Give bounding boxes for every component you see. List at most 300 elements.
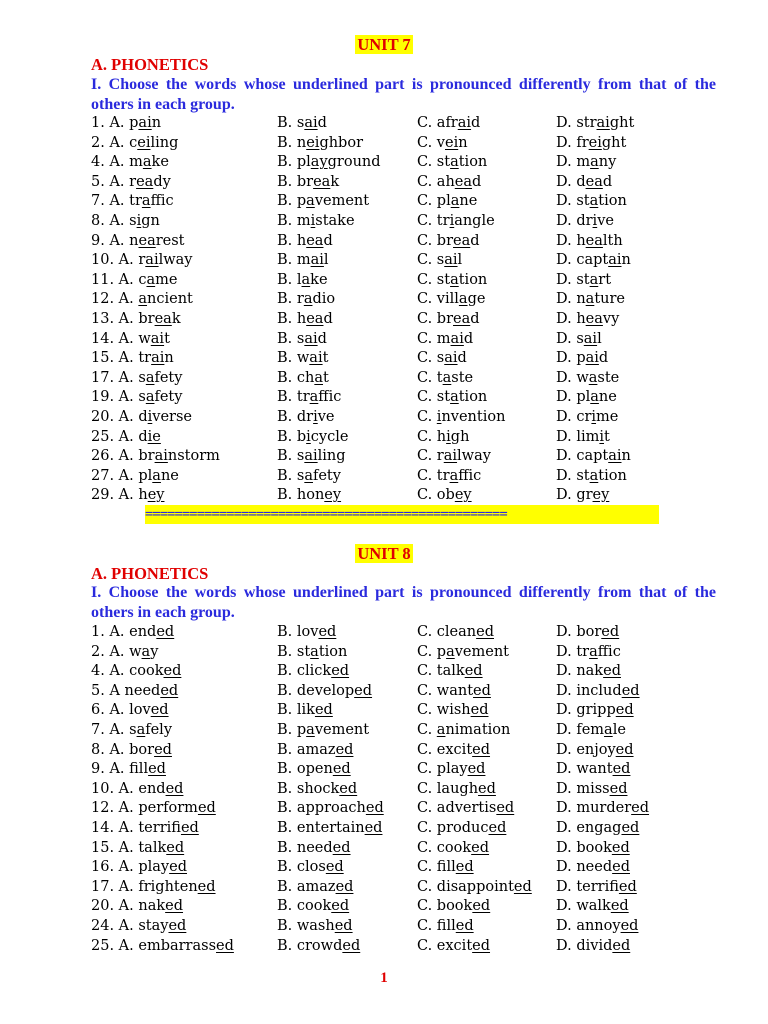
option-c: C. booked xyxy=(417,898,491,915)
underlined-part: a xyxy=(604,721,613,738)
option-d: D. crime xyxy=(556,408,619,425)
underlined-part: ai xyxy=(304,115,318,131)
underlined-part: ea xyxy=(138,232,156,249)
underlined-part: a xyxy=(585,291,595,308)
underlined-part: ei xyxy=(137,134,151,151)
option-d: D. drive xyxy=(556,212,614,229)
question-row xyxy=(91,878,741,898)
question-row xyxy=(91,839,741,859)
option-d: D. dead xyxy=(556,173,613,190)
underlined-part: ay xyxy=(310,154,328,171)
underlined-part: a xyxy=(589,271,599,288)
underlined-part: a xyxy=(436,721,446,738)
option-b: B. lake xyxy=(277,271,328,288)
underlined-part: ey xyxy=(592,487,610,504)
option-b: B. mistake xyxy=(277,212,355,229)
underlined-part: ea xyxy=(453,310,471,327)
underlined-part: ed xyxy=(197,800,216,817)
underlined-part: ed xyxy=(611,839,630,856)
underlined-part: ie xyxy=(147,428,161,445)
unit-title: UNIT 7 xyxy=(357,35,411,54)
underlined-part: ed xyxy=(169,859,187,876)
option-c: C. advertised xyxy=(417,800,515,817)
option-d: D. annoyed xyxy=(556,917,639,934)
option-b: B. traffic xyxy=(277,389,342,406)
option-b: B. said xyxy=(277,115,327,131)
option-c: C. ahead xyxy=(417,173,482,190)
underlined-part: ai xyxy=(145,252,159,269)
option-a: 14. A. terrified xyxy=(91,819,199,836)
option-a: 12. A. performed xyxy=(91,800,216,817)
option-a: 7. A. traffic xyxy=(91,193,174,210)
underlined-part: ea xyxy=(306,310,324,327)
underlined-part: ed xyxy=(476,624,494,640)
underlined-part: ea xyxy=(585,310,603,327)
underlined-part: ai xyxy=(444,252,458,269)
underlined-part: ei xyxy=(445,134,459,151)
underlined-part: a xyxy=(310,643,319,660)
option-a: 25. A. die xyxy=(91,428,161,445)
option-a: 15. A. talked xyxy=(91,839,185,856)
option-c: C. railway xyxy=(417,448,491,465)
option-b: B. honey xyxy=(277,487,342,504)
underlined-part: ai xyxy=(138,115,152,131)
option-a: 24. A. stayed xyxy=(91,917,187,934)
question-row xyxy=(91,819,741,839)
option-d: D. booked xyxy=(556,839,630,856)
underlined-part: i xyxy=(306,428,311,445)
option-a: 12. A. ancient xyxy=(91,291,193,308)
option-d: D. included xyxy=(556,682,640,699)
option-a: 8. A. sign xyxy=(91,212,160,229)
underlined-part: ed xyxy=(160,682,179,699)
underlined-part: a xyxy=(589,643,598,660)
underlined-part: ed xyxy=(335,878,354,895)
option-d: D. terrified xyxy=(556,878,637,895)
option-b: B. clicked xyxy=(277,663,350,680)
option-b: B. head xyxy=(277,232,333,249)
underlined-part: ed xyxy=(332,839,351,856)
option-a: 4. A. cooked xyxy=(91,663,182,680)
underlined-part: ed xyxy=(618,878,637,895)
underlined-part: a xyxy=(138,291,148,308)
underlined-part: i xyxy=(147,408,153,425)
option-b: B. shocked xyxy=(277,780,358,797)
underlined-part: ed xyxy=(455,859,474,876)
underlined-part: ai xyxy=(150,330,165,347)
question-row xyxy=(91,349,741,369)
option-a: 5. A needed xyxy=(91,682,179,699)
underlined-part: a xyxy=(450,271,459,288)
underlined-part: ed xyxy=(318,624,337,640)
underlined-part: ea xyxy=(154,310,172,327)
question-row xyxy=(91,447,741,467)
option-b: B. said xyxy=(277,330,327,347)
underlined-part: a xyxy=(306,193,315,210)
question-row xyxy=(91,330,741,350)
underlined-part: ai xyxy=(596,115,610,131)
option-b: B. approached xyxy=(277,800,384,817)
option-d: D. captain xyxy=(556,448,631,465)
option-c: C. maid xyxy=(417,330,474,347)
underlined-part: ea xyxy=(453,232,471,249)
option-d: D. missed xyxy=(556,780,628,797)
underlined-part: ai xyxy=(450,330,464,347)
underlined-part: ed xyxy=(601,624,620,640)
underlined-part: ed xyxy=(154,741,172,758)
underlined-part: ed xyxy=(342,937,361,954)
underlined-part: ai xyxy=(583,330,598,347)
underlined-part: i xyxy=(591,408,597,425)
underlined-part: i xyxy=(599,428,604,445)
question-row xyxy=(91,741,741,761)
option-c: C. triangle xyxy=(417,212,495,229)
question-row xyxy=(91,799,741,819)
underlined-part: ai xyxy=(585,350,599,367)
option-b: B. pavement xyxy=(277,721,370,738)
option-b: B. opened xyxy=(277,761,351,778)
option-c: C. station xyxy=(417,389,488,406)
option-c: C. produced xyxy=(417,819,507,836)
underlined-part: ed xyxy=(332,761,351,778)
question-row xyxy=(91,721,741,741)
underlined-part: ey xyxy=(454,487,472,504)
underlined-part: a xyxy=(442,369,452,386)
underlined-part: ed xyxy=(150,702,169,719)
underlined-part: ed xyxy=(610,898,629,915)
option-c: C. talked xyxy=(417,663,483,680)
option-a: 17. A. safety xyxy=(91,369,183,386)
option-b: B. playground xyxy=(277,154,381,171)
option-b: B. amazed xyxy=(277,741,354,758)
underlined-part: a xyxy=(301,271,311,288)
underlined-part: ey xyxy=(324,487,342,504)
question-row xyxy=(91,780,741,800)
underlined-part: ed xyxy=(364,819,383,836)
option-d: D. waste xyxy=(556,369,620,386)
option-a: 25. A. embarrassed xyxy=(91,937,234,954)
underlined-part: a xyxy=(449,467,459,484)
underlined-part: i xyxy=(592,212,598,229)
underlined-part: ed xyxy=(621,682,640,699)
option-b: B. radio xyxy=(277,291,336,308)
underlined-part: ed xyxy=(513,878,532,895)
underlined-part: ed xyxy=(615,741,634,758)
option-d: D. station xyxy=(556,467,627,484)
option-a: 29. A. hey xyxy=(91,487,165,504)
option-b: B. neighbor xyxy=(277,134,364,151)
underlined-part: ed xyxy=(478,780,496,797)
underlined-part: ed xyxy=(197,878,216,895)
option-d: D. station xyxy=(556,193,627,210)
option-a: 1. A. pain xyxy=(91,115,162,131)
option-b: B. pavement xyxy=(277,193,370,210)
question-row xyxy=(91,682,741,702)
question-row xyxy=(91,388,741,408)
underlined-part: ey xyxy=(147,487,165,504)
option-c: C. animation xyxy=(417,721,511,738)
option-a: 9. A. filled xyxy=(91,761,166,778)
underlined-part: ed xyxy=(334,917,353,934)
underlined-part: a xyxy=(306,721,315,738)
question-row xyxy=(91,173,741,193)
option-b: B. bicycle xyxy=(277,428,349,445)
underlined-part: ed xyxy=(168,917,187,934)
underlined-part: a xyxy=(450,193,460,210)
option-d: D. wanted xyxy=(556,761,631,778)
option-b: B. liked xyxy=(277,702,333,719)
option-b: B. crowded xyxy=(277,937,361,954)
underlined-part: a xyxy=(589,467,599,484)
question-row xyxy=(91,467,741,487)
underlined-part: ed xyxy=(148,761,166,778)
option-c: C. bread xyxy=(417,232,480,249)
option-b: B. developed xyxy=(277,682,373,699)
option-b: B. drive xyxy=(277,408,335,425)
underlined-part: ed xyxy=(354,682,373,699)
underlined-part: ei xyxy=(306,134,320,151)
underlined-part: a xyxy=(141,643,151,660)
unit-8-heading-wrap xyxy=(0,544,768,563)
option-a: 13. A. break xyxy=(91,310,181,327)
option-c: C. wanted xyxy=(417,682,491,699)
underlined-part: a xyxy=(304,467,313,484)
option-c: C. filled xyxy=(417,917,474,934)
option-b: B. break xyxy=(277,173,340,190)
option-d: D. straight xyxy=(556,115,635,131)
underlined-part: a xyxy=(142,154,152,171)
option-a: 9. A. nearest xyxy=(91,232,185,249)
option-d: D. naked xyxy=(556,663,621,680)
underlined-part: ed xyxy=(165,780,184,797)
underlined-part: ai xyxy=(151,350,165,367)
underlined-part: ed xyxy=(331,663,350,680)
underlined-part: ai xyxy=(304,330,318,347)
option-d: D. murdered xyxy=(556,800,650,817)
option-b: B. entertained xyxy=(277,819,383,836)
underlined-part: ai xyxy=(310,252,324,269)
underlined-part: ai xyxy=(154,448,168,465)
question-row xyxy=(91,290,741,310)
option-c: C. excited xyxy=(417,937,491,954)
underlined-part: ed xyxy=(166,839,185,856)
underlined-part: a xyxy=(450,389,459,406)
question-row xyxy=(91,701,741,721)
option-d: D. sail xyxy=(556,330,602,347)
option-b: B. closed xyxy=(277,859,344,876)
option-c: C. laughed xyxy=(417,780,496,797)
option-d: D. many xyxy=(556,154,617,171)
underlined-part: ed xyxy=(467,761,486,778)
underlined-part: i xyxy=(313,408,318,425)
question-row xyxy=(91,917,741,937)
option-a: 19. A. safety xyxy=(91,389,183,406)
underlined-part: ed xyxy=(163,663,182,680)
option-c: C. bread xyxy=(417,310,480,327)
instruction-text: I. Choose the words whose underlined part is pronounced differently from that of the others in each group. xyxy=(91,584,716,621)
option-a: 17. A. frightened xyxy=(91,878,216,895)
underlined-part: ed xyxy=(339,780,358,797)
underlined-part: ed xyxy=(365,800,384,817)
underlined-part: ai xyxy=(457,115,472,131)
underlined-part: ed xyxy=(464,663,483,680)
underlined-part: ed xyxy=(472,937,491,954)
underlined-part: ed xyxy=(314,702,333,719)
underlined-part: ed xyxy=(473,682,491,699)
underlined-part: a xyxy=(450,154,459,171)
underlined-part: a xyxy=(589,193,599,210)
question-row xyxy=(91,232,741,252)
option-c: C. station xyxy=(417,271,488,288)
option-d: D. needed xyxy=(556,859,630,876)
option-a: 26. A. brainstorm xyxy=(91,448,220,465)
option-c: C. invention xyxy=(417,408,506,425)
question-row xyxy=(91,643,741,663)
underlined-part: ed xyxy=(325,859,344,876)
underlined-part: ei xyxy=(588,134,602,151)
question-list-unit-8 xyxy=(91,623,741,956)
option-d: D. limit xyxy=(556,428,610,445)
option-a: 14. A. wait xyxy=(91,330,170,347)
option-c: C. obey xyxy=(417,487,472,504)
option-d: D. walked xyxy=(556,898,629,915)
question-row xyxy=(91,251,741,271)
option-b: B. needed xyxy=(277,839,351,856)
question-row xyxy=(91,114,741,134)
unit-title: UNIT 8 xyxy=(357,544,411,563)
underlined-part: ea xyxy=(585,173,603,190)
option-b: B. head xyxy=(277,310,333,327)
underlined-part: a xyxy=(309,389,319,406)
option-c: C. traffic xyxy=(417,467,482,484)
option-c: C. sail xyxy=(417,252,463,269)
underlined-part: ai xyxy=(444,350,458,367)
question-row xyxy=(91,858,741,878)
underlined-part: ed xyxy=(496,800,515,817)
option-d: D. engaged xyxy=(556,819,640,836)
underlined-part: a xyxy=(141,193,151,210)
option-d: D. paid xyxy=(556,350,609,367)
option-a: 6. A. loved xyxy=(91,702,169,719)
underlined-part: ed xyxy=(471,839,490,856)
underlined-part: a xyxy=(588,369,598,386)
underlined-part: ea xyxy=(454,173,473,190)
underlined-part: ed xyxy=(472,741,491,758)
option-a: 1. A. ended xyxy=(91,624,175,640)
option-b: B. sailing xyxy=(277,448,346,465)
underlined-part: a xyxy=(446,643,455,660)
underlined-part: ai xyxy=(304,448,318,465)
separator-line: ================================================= xyxy=(145,505,659,524)
question-row xyxy=(91,486,741,506)
question-row xyxy=(91,212,741,232)
option-d: D. grey xyxy=(556,487,610,504)
option-c: C. said xyxy=(417,350,467,367)
option-a: 16. A. played xyxy=(91,859,187,876)
option-b: B. wait xyxy=(277,350,329,367)
question-row xyxy=(91,662,741,682)
option-c: C. wished xyxy=(417,702,489,719)
option-d: D. gripped xyxy=(556,702,634,719)
option-c: C. disappointed xyxy=(417,878,532,895)
underlined-part: ai xyxy=(443,448,458,465)
underlined-part: ed xyxy=(488,819,507,836)
question-list-unit-7 xyxy=(91,114,741,506)
unit-7-heading-wrap xyxy=(0,35,768,54)
question-row xyxy=(91,428,741,448)
option-c: C. played xyxy=(417,761,486,778)
option-c: C. station xyxy=(417,154,488,171)
option-c: C. excited xyxy=(417,741,491,758)
option-b: B. loved xyxy=(277,624,337,640)
underlined-part: a xyxy=(152,467,161,484)
underlined-part: ed xyxy=(612,761,631,778)
option-d: D. bored xyxy=(556,624,620,640)
option-b: B. cooked xyxy=(277,898,350,915)
underlined-part: ed xyxy=(335,741,354,758)
option-d: D. health xyxy=(556,232,623,249)
option-b: B. safety xyxy=(277,467,341,484)
underlined-part: ai xyxy=(309,350,323,367)
underlined-part: ed xyxy=(165,898,184,915)
underlined-part: a xyxy=(590,154,599,171)
option-a: 4. A. make xyxy=(91,154,169,171)
underlined-part: a xyxy=(145,389,155,406)
option-a: 15. A. train xyxy=(91,350,174,367)
underlined-part: a xyxy=(314,369,323,386)
underlined-part: i xyxy=(446,428,451,445)
instruction-text: I. Choose the words whose underlined part is pronounced differently from that of the others in each group. xyxy=(91,76,716,113)
option-c: C. pavement xyxy=(417,643,510,660)
question-row xyxy=(91,408,741,428)
section-heading: A. PHONETICS xyxy=(91,55,209,74)
option-c: C. plane xyxy=(417,193,478,210)
question-row xyxy=(91,192,741,212)
option-b: B. chat xyxy=(277,369,329,386)
underlined-part: a xyxy=(145,369,155,386)
option-c: C. afraid xyxy=(417,115,481,131)
option-c: C. filled xyxy=(417,859,474,876)
option-c: C. taste xyxy=(417,369,474,386)
section-heading: A. PHONETICS xyxy=(91,564,209,583)
option-c: C. cooked xyxy=(417,839,490,856)
question-row xyxy=(91,623,741,643)
option-a: 7. A. safely xyxy=(91,721,173,738)
underlined-part: ea xyxy=(585,232,603,249)
question-row xyxy=(91,271,741,291)
underlined-part: a xyxy=(458,291,468,308)
underlined-part: a xyxy=(146,271,156,288)
underlined-part: ed xyxy=(156,624,175,640)
option-a: 10. A. railway xyxy=(91,252,193,269)
underlined-part: ed xyxy=(612,859,630,876)
option-b: B. amazed xyxy=(277,878,354,895)
option-d: D. freight xyxy=(556,134,627,151)
option-a: 2. A. way xyxy=(91,643,159,660)
underlined-part: ai xyxy=(608,252,622,269)
option-c: C. cleaned xyxy=(417,624,494,640)
underlined-part: i xyxy=(310,212,316,229)
page-number: 1 xyxy=(380,970,388,986)
option-d: D. nature xyxy=(556,291,626,308)
option-a: 27. A. plane xyxy=(91,467,179,484)
option-a: 5. A. ready xyxy=(91,173,171,190)
option-d: D. captain xyxy=(556,252,631,269)
underlined-part: a xyxy=(136,721,146,738)
question-row xyxy=(91,134,741,154)
option-b: B. washed xyxy=(277,917,353,934)
option-d: D. heavy xyxy=(556,310,620,327)
